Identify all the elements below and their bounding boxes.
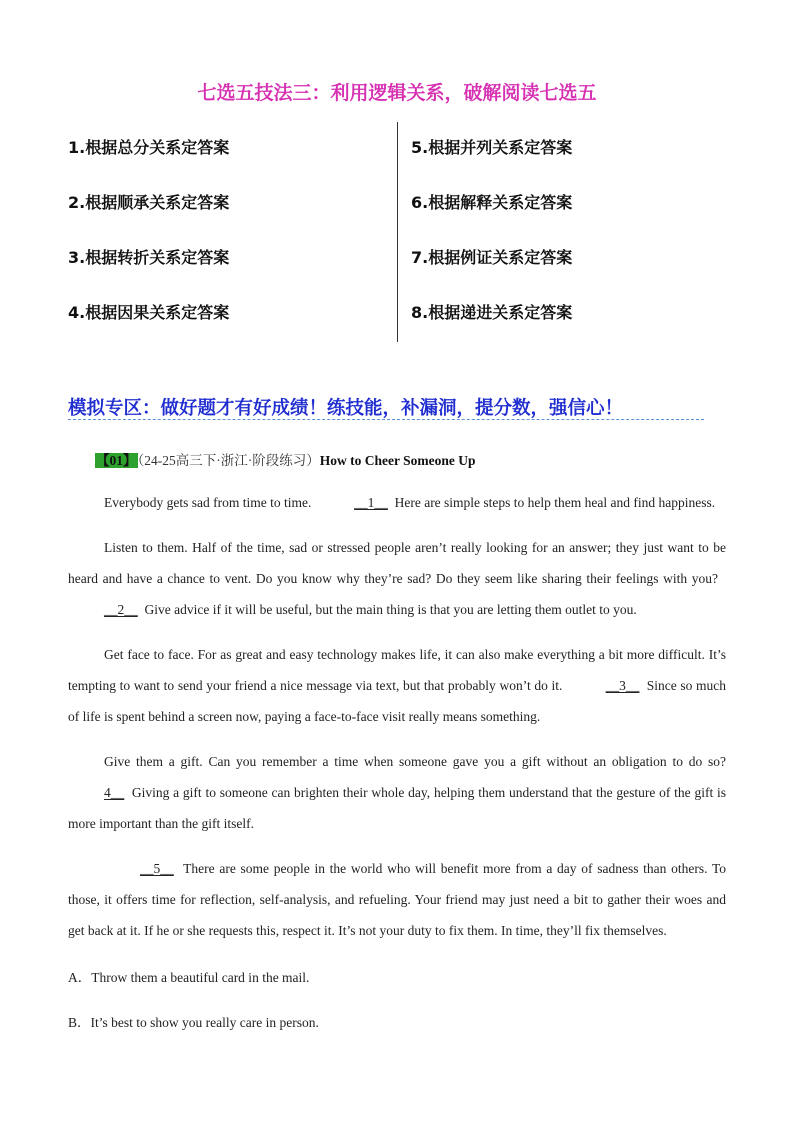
- question-number-badge: 【01】: [96, 453, 137, 468]
- option-a: A．Throw them a beautiful card in the mail.: [68, 970, 310, 985]
- paragraph-text: Listen to them. Half of the time, sad or stressed people aren’t really looking for an answer; they just want to be heard and have a chance to vent. Do you know why they’re sad? Do they seem like sharing their feelings with you?: [68, 540, 726, 586]
- passage-title: How to Cheer Someone Up: [319, 453, 476, 468]
- column-divider: [397, 122, 398, 342]
- page-title: 七选五技法三：利用逻辑关系，破解阅读七选五: [197, 82, 597, 104]
- method-item: 8.根据递进关系定答案: [411, 303, 573, 322]
- paragraph-text: Giving a gift to someone can brighten their whole day, helping them understand that the gesture of the gift is more important than the gift itself.: [68, 785, 727, 831]
- question-header: [95, 449, 476, 469]
- method-item: 3.根据转折关系定答案: [68, 248, 230, 267]
- method-item: 1.根据总分关系定答案: [68, 138, 230, 157]
- paragraph-3: [68, 639, 726, 732]
- paragraph-1: [68, 487, 726, 518]
- method-item: 2.根据顺承关系定答案: [68, 193, 230, 212]
- method-item: 4.根据因果关系定答案: [68, 303, 230, 322]
- blank-4: 4__: [104, 785, 125, 800]
- paragraph-5: [68, 853, 726, 946]
- paragraph-text: Since so much of life is spent behind a screen now, paying a face-to-face visit really means something.: [68, 678, 726, 724]
- paragraph-text: Give advice if it will be useful, but the main thing is that you are letting them outlet to you.: [144, 602, 637, 617]
- question-source: （24-25高三下·浙江·阶段练习）: [137, 453, 320, 468]
- option-b: B．It’s best to show you really care in person.: [68, 1015, 319, 1030]
- method-item: 5.根据并列关系定答案: [411, 138, 573, 157]
- paragraph-2: [68, 532, 726, 625]
- blank-2: __2__: [104, 602, 138, 617]
- banner-divider: [68, 419, 704, 420]
- paragraph-text: Here are simple steps to help them heal and find happiness.: [394, 495, 716, 510]
- blank-3: __3__: [605, 678, 640, 693]
- paragraph-text: Give them a gift. Can you remember a time when someone gave you a gift without an obligation to do so?: [104, 754, 726, 769]
- paragraph-text: There are some people in the world who will benefit more from a day of sadness than others. To those, it offers time for reflection, self-analysis, and refueling. Your friend may just need a bit to gather their woes and get back at it. If he or she requests this, respect it. It’s not your duty to fix them. In time, they’ll fix themselves.: [68, 861, 726, 938]
- method-item: 7.根据例证关系定答案: [411, 248, 573, 267]
- methods-table: [0, 122, 794, 342]
- practice-banner: 模拟专区：做好题才有好成绩！练技能，补漏洞，提分数，强信心！: [68, 398, 624, 419]
- method-item: 6.根据解释关系定答案: [411, 193, 573, 212]
- blank-5: __5__: [140, 861, 174, 876]
- paragraph-text: Everybody gets sad from time to time.: [104, 495, 312, 510]
- paragraph-text: Get face to face. For as great and easy technology makes life, it can also make everything a bit more difficult. It’s tempting to want to send your friend a nice message via text, but that probably won’t do it.: [68, 647, 726, 693]
- blank-1: __1__: [354, 495, 388, 510]
- paragraph-4: [68, 746, 726, 839]
